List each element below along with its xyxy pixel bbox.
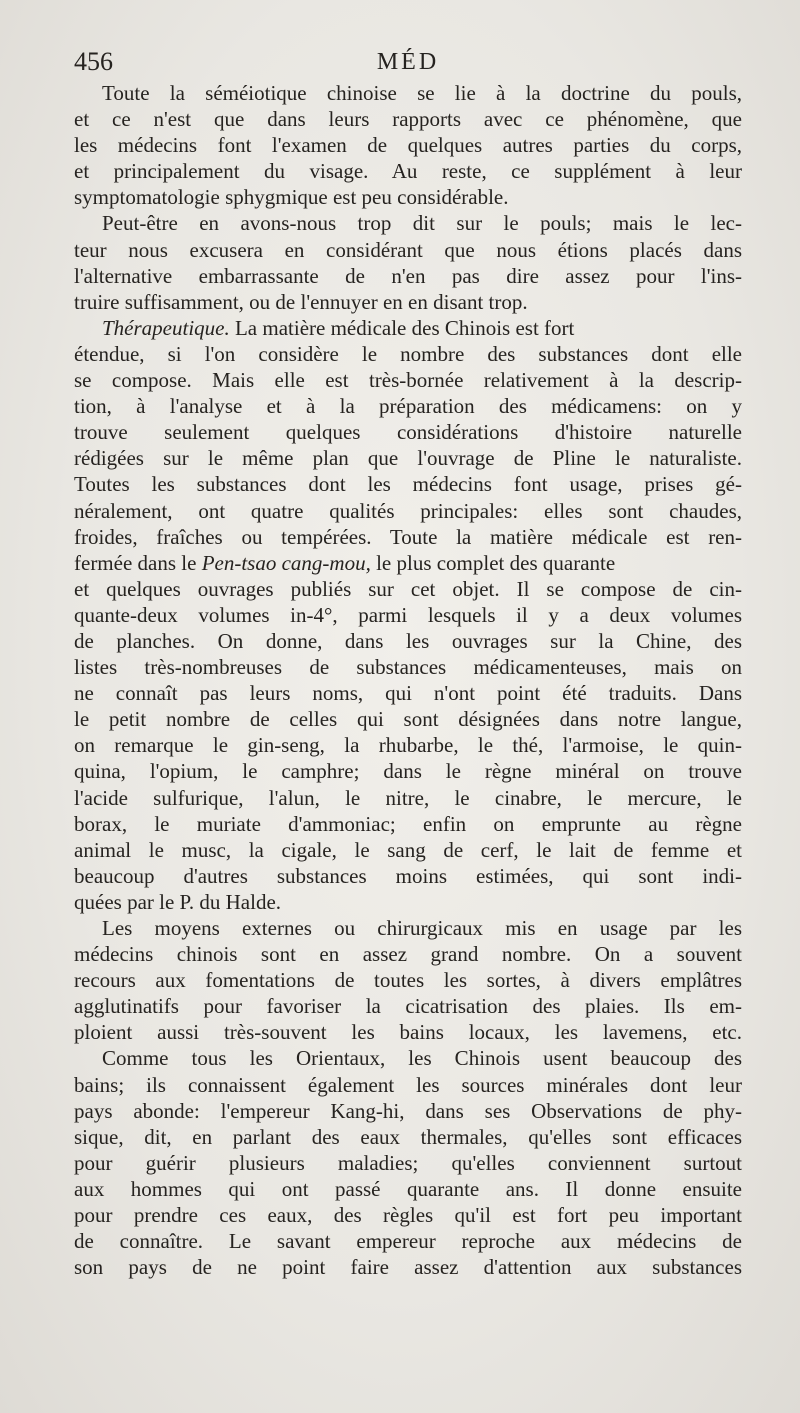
text-line: Comme tous les Orientaux, les Chinois usent beaucoup des: [102, 1046, 742, 1071]
text-line: tion, à l'analyse et à la préparation des médicamens: on y: [74, 394, 742, 419]
text-line: médecins chinois sont en assez grand nombre. On a souvent: [74, 942, 742, 967]
text-line: on remarque le gin-seng, la rhubarbe, le thé, l'armoise, le quin-: [74, 733, 742, 758]
text-line: aux hommes qui ont passé quarante ans. Il donne ensuite: [74, 1176, 742, 1201]
text-line: beaucoup d'autres substances moins estimées, qui sont indi-: [74, 863, 742, 888]
text-line: bains; ils connaissent également les sources minérales dont leur: [74, 1072, 742, 1097]
text-segment: La matière médicale des Chinois est fort: [234, 315, 575, 340]
text-line: froides, fraîches ou tempérées. Toute la matière médicale est ren-: [74, 524, 742, 549]
text-line: et quelques ouvrages publiés sur cet objet. Il se compose de cin-: [74, 576, 742, 601]
text-line: les médecins font l'examen de quelques autres parties du corps,: [74, 133, 742, 158]
text-line: trouve seulement quelques considérations d'histoire naturelle: [74, 420, 742, 445]
text-line: se compose. Mais elle est très-bornée relativement à la descrip-: [74, 368, 742, 393]
text-line: listes très-nombreuses de substances médicamenteuses, mais on: [74, 655, 742, 680]
text-line: de connaître. Le savant empereur reproche aux médecins de: [74, 1229, 742, 1254]
text-line: l'acide sulfurique, l'alun, le nitre, le cinabre, le mercure, le: [74, 785, 742, 810]
text-line: Toutes les substances dont les médecins font usage, prises gé-: [74, 472, 742, 497]
text-line: quante-deux volumes in-4°, parmi lesquels il y a deux volumes: [74, 602, 742, 627]
text-line: teur nous excusera en considérant que nous étions placés dans: [74, 237, 742, 262]
text-line: borax, le muriate d'ammoniac; enfin on emprunte au règne: [74, 811, 742, 836]
text-line: et ce n'est que dans leurs rapports avec ce phénomène, que: [74, 107, 742, 132]
text-line: pour prendre ces eaux, des règles qu'il est fort peu important: [74, 1203, 742, 1228]
text-line: l'alternative embarrassante de n'en pas dire assez pour l'ins-: [74, 263, 742, 288]
text-line: rédigées sur le même plan que l'ouvrage de Pline le naturaliste.: [74, 446, 742, 471]
text-line: agglutinatifs pour favoriser la cicatrisation des plaies. Ils em-: [74, 994, 742, 1019]
text-line: étendue, si l'on considère le nombre des substances dont elle: [74, 341, 742, 366]
running-head: MÉD: [376, 49, 440, 75]
page-header: [74, 44, 742, 80]
text-line: [74, 315, 742, 341]
text-line: quées par le P. du Halde.: [74, 889, 282, 914]
text-line: quina, l'opium, le camphre; dans le règne minéral on trouve: [74, 759, 742, 784]
section-heading-therapeutique: Thérapeutique.: [102, 315, 230, 340]
text-line: néralement, ont quatre qualités principales: elles sont chaudes,: [74, 498, 742, 523]
text-line: le petit nombre de celles qui sont désignées dans notre langue,: [74, 707, 742, 732]
text-line: recours aux fomentations de toutes les sortes, à divers emplâtres: [74, 968, 742, 993]
text-line: pays abonde: l'empereur Kang-hi, dans ses Observations de phy-: [74, 1098, 742, 1123]
text-line: de planches. On donne, dans les ouvrages sur la Chine, des: [74, 628, 742, 653]
text-line: [74, 550, 742, 576]
text-line: animal le musc, la cigale, le sang de cerf, le lait de femme et: [74, 837, 742, 862]
text-line: pour guérir plusieurs maladies; qu'elles conviennent surtout: [74, 1150, 742, 1175]
text-line: Les moyens externes ou chirurgicaux mis en usage par les: [102, 916, 742, 940]
text-line: son pays de ne point faire assez d'attention aux substances: [74, 1255, 742, 1280]
text-line: truire suffisamment, ou de l'ennuyer en en disant trop.: [74, 289, 528, 314]
text-line: sique, dit, en parlant des eaux thermales, qu'elles sont efficaces: [74, 1124, 742, 1149]
text-segment: fermée dans le: [74, 550, 197, 575]
text-line: Peut-être en avons-nous trop dit sur le pouls; mais le lec-: [102, 211, 742, 236]
book-title-pen-tsao: Pen-tsao cang-mou,: [201, 550, 371, 575]
text-segment: le plus complet des quarante: [376, 550, 616, 575]
text-line: et principalement du visage. Au reste, ce supplément à leur: [74, 159, 742, 184]
text-line: ploient aussi très-souvent les bains locaux, les lavemens, etc.: [74, 1020, 742, 1045]
text-line: symptomatologie sphygmique est peu considérable.: [74, 185, 509, 210]
page-number: 456: [74, 47, 113, 76]
text-line: Toute la séméiotique chinoise se lie à la doctrine du pouls,: [102, 81, 742, 105]
body-text: [74, 80, 742, 1280]
text-line: ne connaît pas leurs noms, qui n'ont point été traduits. Dans: [74, 681, 742, 706]
